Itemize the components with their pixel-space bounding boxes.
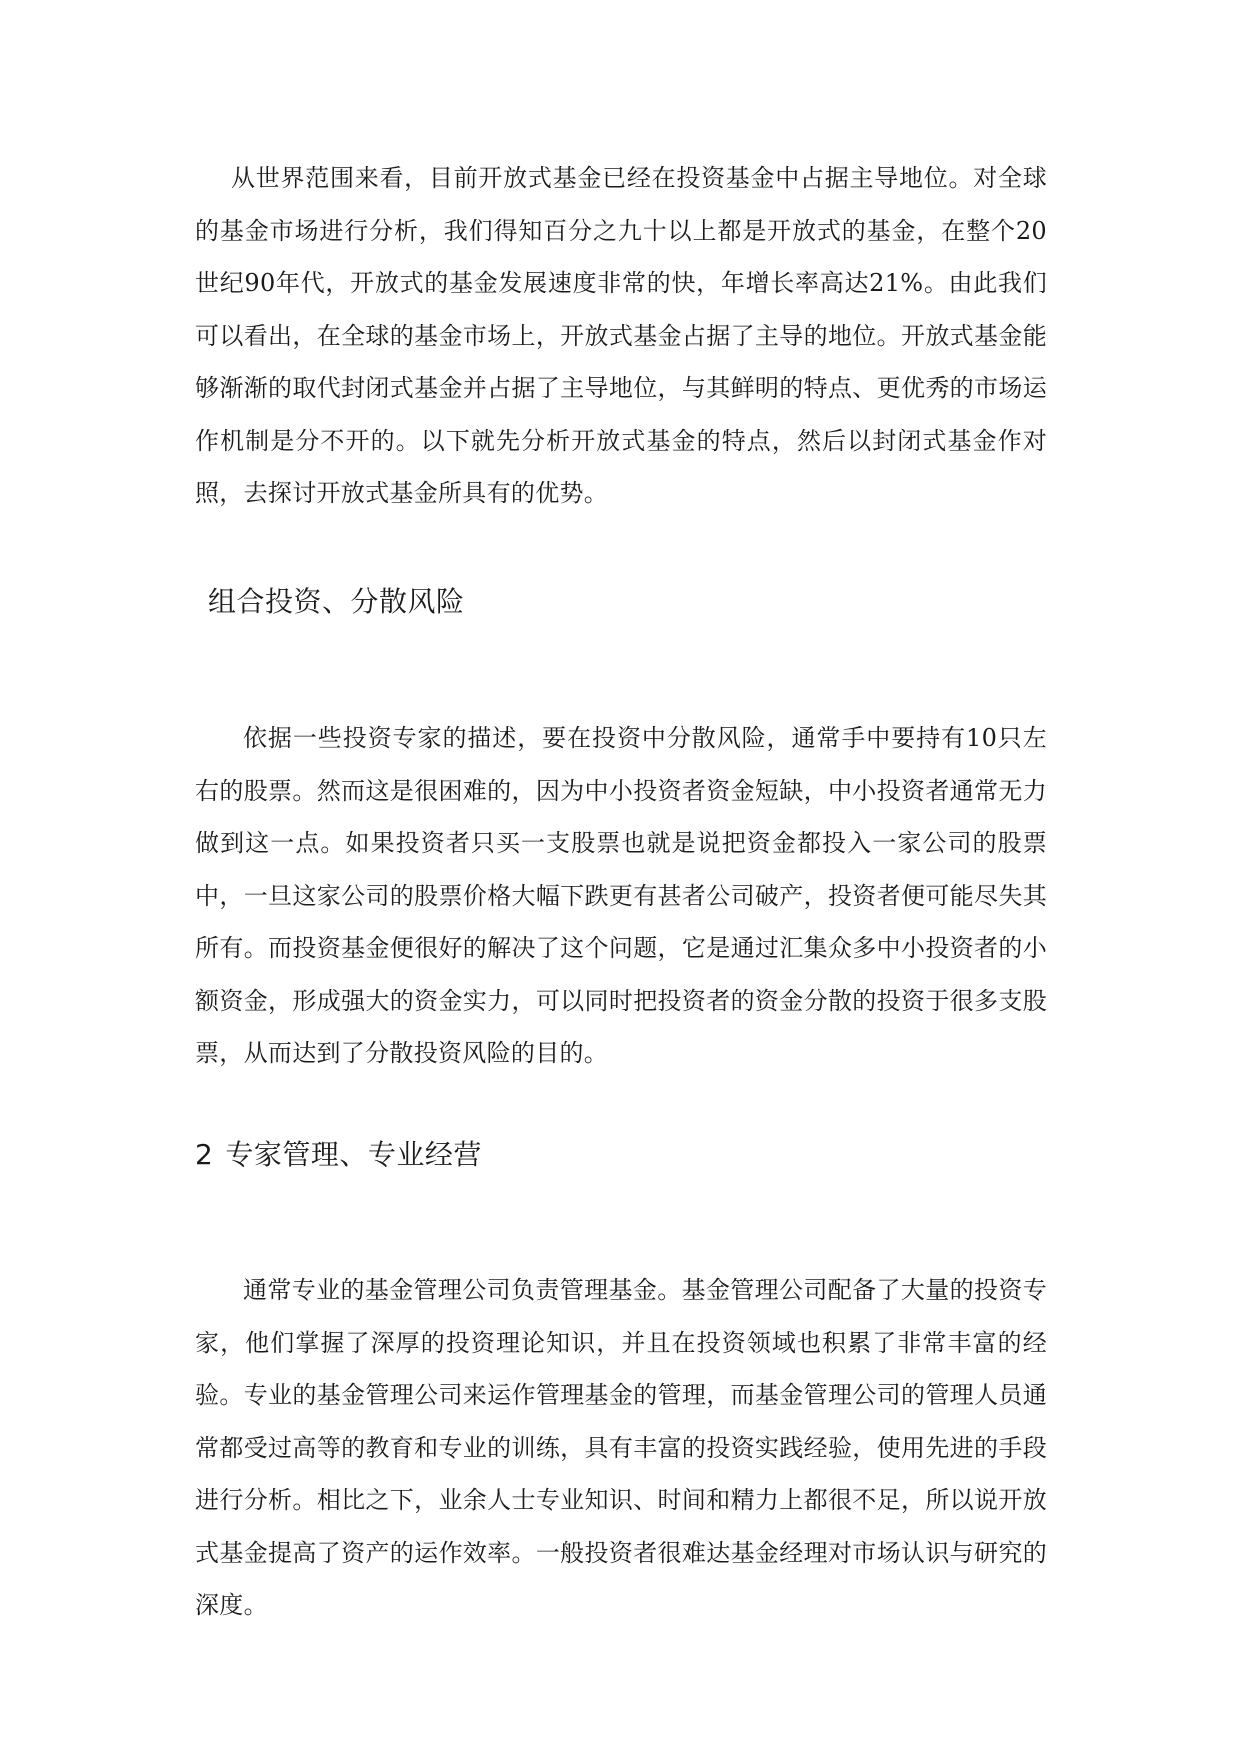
intro-paragraph: 从世界范围来看，目前开放式基金已经在投资基金中占据主导地位。对全球的基金市场进行分析，我们得知百分之九十以上都是开放式的基金，在整个20世纪90年代，开放式的基金发展速度非常的快，年增长率高达21%。由此我们可以看出，在全球的基金市场上，开放式基金占据了主导的地位。开放式基金能够渐渐的取代封闭式基金并占据了主导地位，与其鲜明的特点、更优秀的市场运作机制是分不开的。以下就先分析开放式基金的特点，然后以封闭式基金作对照，去探讨开放式基金所具有的优势。: [195, 164, 1047, 507]
section-heading-text: 专家管理、专业经营: [225, 1138, 482, 1171]
expert-management-paragraph: 通常专业的基金管理公司负责管理基金。基金管理公司配备了大量的投资专家，他们掌握了深厚的投资理论知识，并且在投资领域也积累了非常丰富的经验。专业的基金管理公司来运作管理基金的管理，而基金管理公司的管理人员通常都受过高等的教育和专业的训练，具有丰富的投资实践经验，使用先进的手段进行分析。相比之下，业余人士专业知识、时间和精力上都很不足，所以说开放式基金提高了资产的运作效率。一般投资者很难达基金经理对市场认识与研究的深度。: [195, 1276, 1047, 1619]
section-number: 2: [195, 1138, 214, 1171]
diversification-paragraph: 依据一些投资专家的描述，要在投资中分散风险，通常手中要持有10只左右的股票。然而这是很困难的，因为中小投资者资金短缺，中小投资者通常无力做到这一点。如果投资者只买一支股票也就是说把资金都投入一家公司的股票中，一旦这家公司的股票价格大幅下跌更有甚者公司破产，投资者便可能尽失其所有。而投资基金便很好的解决了这个问题，它是通过汇集众多中小投资者的小额资金，形成强大的资金实力，可以同时把投资者的资金分散的投资于很多支股票，从而达到了分散投资风险的目的。: [195, 724, 1047, 1067]
section-heading-diversification: [208, 584, 465, 620]
section-heading-expert-management: [195, 1137, 482, 1173]
section-heading-text: 组合投资、分散风险: [208, 585, 465, 618]
